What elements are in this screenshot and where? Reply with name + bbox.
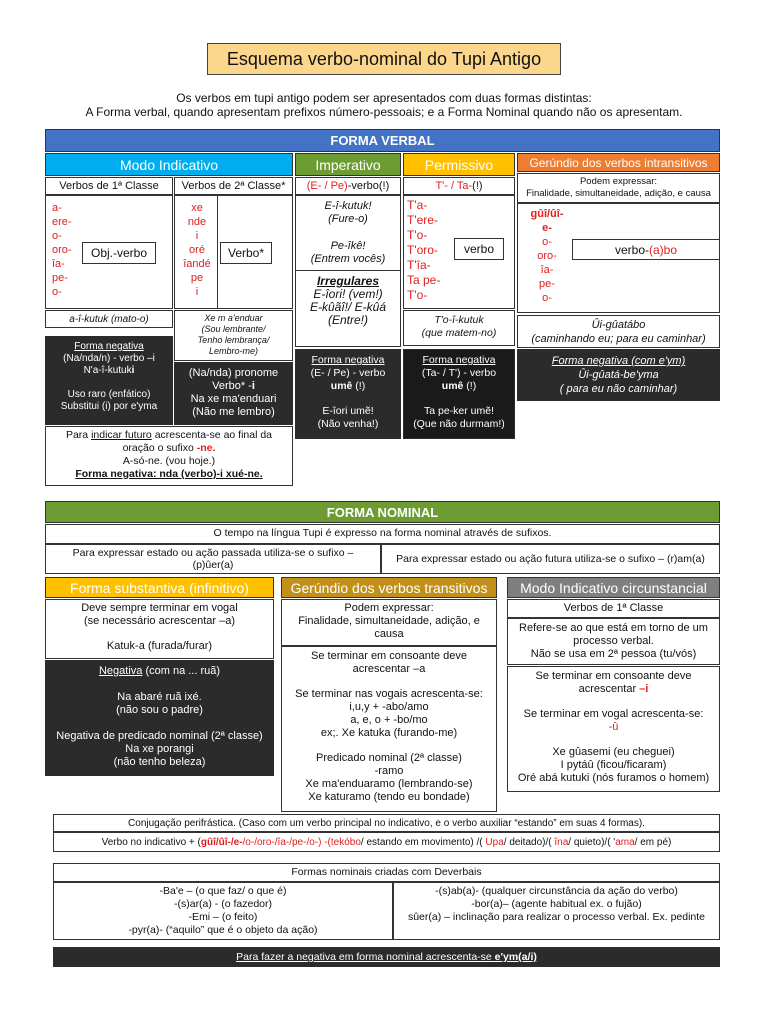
perm-prefix-3: T'o-	[407, 228, 428, 242]
deverbais-header	[53, 863, 720, 882]
pronome-5: îandé	[183, 258, 211, 270]
forma-nominal-header-text: FORMA NOMINAL	[326, 504, 439, 520]
perif-p3: /o-/oro-/îa-/pe-/o-) -(	[242, 836, 331, 848]
permissivo-exemplo	[403, 310, 515, 346]
imp-irreg3: (Entre!)	[327, 313, 368, 327]
perif-p11: / em pé)	[634, 836, 672, 848]
exemplo-2-l4: Lembro-me)	[208, 346, 258, 356]
circ-classe	[507, 599, 720, 618]
futuro-l4-a: Forma negativa: nda (verbo)-i	[75, 468, 226, 480]
imp-irreg-title: Irregulares	[316, 274, 380, 288]
gtrans-c3: i,u,y + -abo/amo	[349, 701, 429, 713]
imp-neg-l2	[296, 380, 400, 393]
subst-l2: (se necessário acrescentar –a)	[83, 615, 235, 627]
imp-ex1: E-î-kutuk!	[324, 200, 372, 212]
gerundio-transitivos-header	[281, 577, 497, 598]
imp-neg-l3: E-îori umẽ!	[322, 405, 374, 417]
gerundio-prefixos	[522, 207, 572, 305]
gerundio-sub	[517, 173, 720, 203]
perifrastica-linha-1	[53, 814, 720, 832]
gerundio-intransitivos-header-text: Gerúndio dos verbos intransitivos	[529, 155, 708, 170]
perif-l2-text	[102, 836, 672, 849]
perif-p2: gûî/ûî-/e-	[200, 836, 243, 848]
neg2-l2-a: Verbo* -	[212, 380, 252, 392]
subst-l1: Deve sempre terminar em vogal	[81, 602, 238, 614]
deverbais-header-text: Formas nominais criadas com Deverbais	[291, 865, 482, 878]
gtrans-c4: a, e, o + -bo/mo	[350, 714, 428, 726]
exemplo-1-classe	[45, 310, 173, 328]
verbo-star-text: Verbo*	[227, 246, 265, 260]
neg1-l2-b: i	[131, 365, 135, 376]
perifrastica-linha-2	[53, 832, 720, 852]
perm-prefix-1: T'a-	[407, 198, 428, 212]
page-title	[207, 43, 561, 75]
intro-text	[30, 91, 738, 119]
intro-line-1: Os verbos em tupi antigo podem ser apresentados com duas formas distintas:	[176, 91, 592, 105]
gtrans-c6: Predicado nominal (2ª classe)	[316, 752, 462, 764]
permissivo-header	[403, 153, 515, 176]
gtrans-c5: ex;. Xe katuka (furando-me)	[320, 727, 458, 739]
ger-prefix-2: e-	[542, 222, 552, 234]
perif-p10: ama	[615, 836, 635, 848]
imp-irreg1: E-îori! (vem!)	[313, 287, 383, 301]
neg1-l2	[46, 365, 172, 377]
dev-left-2: -(s)ar(a) - (o fazedor)	[173, 898, 272, 910]
perm-prefix-6: Ta pe-	[407, 273, 441, 287]
gerundio-transitivos-header-text: Gerúndio dos verbos transitivos	[290, 579, 488, 596]
ger-verbo-b: (a)bo	[649, 242, 678, 257]
neg2-l3: Na xe ma'enduari	[190, 393, 277, 405]
sufixo-passada	[45, 544, 381, 574]
neg1-l4-b: e'yma	[130, 401, 158, 412]
circ-descricao	[507, 618, 720, 665]
exemplo-2-classe	[174, 310, 293, 361]
verbos-1-classe-label-text: Verbos de 1ª Classe	[59, 179, 159, 192]
sufixo-passada-text: Para expressar estado ou ação passada utiliza-se o sufixo – (p)ûer(a)	[72, 547, 354, 571]
indicativo-negativa-1	[45, 336, 173, 425]
circ-c4: Xe gûasemi (eu cheguei)	[552, 746, 675, 758]
dev-left-4: -pyr(a)- (“aquilo” que é o objeto da ação)	[128, 924, 318, 936]
prefixos-1-classe	[52, 201, 84, 299]
prefix-2: ere-	[52, 216, 72, 228]
permissivo-verbo-text: verbo	[463, 242, 495, 256]
perif-p8: îna	[554, 836, 569, 848]
circ-c1-a: Se terminar em consoante deve acrescentar	[535, 670, 692, 695]
gtrans-l2: Finalidade, simultaneidade, adição, e causa	[298, 615, 480, 640]
gtrans-c7: -ramo	[374, 765, 404, 777]
perif-p1: Verbo no indicativo + (	[101, 836, 201, 848]
permissivo-prefixos	[407, 198, 453, 303]
circ-c1-b: –i	[639, 683, 649, 695]
obj-verbo-box	[82, 242, 156, 264]
gerundio-intransitivos-header	[517, 153, 720, 172]
circ-l3: Não se usa em 2ª pessoa (tu/vós)	[530, 648, 697, 660]
permissivo-header-text: Permissivo	[424, 156, 494, 173]
imperativo-header	[295, 153, 401, 176]
exemplo-2-l3: Tenho lembrança/	[197, 335, 270, 345]
footer-b: e'ym(a/i)	[494, 951, 537, 963]
forma-nominal-header	[45, 501, 720, 523]
forma-substantiva-header-text: Forma substantiva (infinitivo)	[70, 579, 249, 596]
imp-neg-l2-b: (!)	[352, 380, 366, 392]
circ-c5: I pytáû (ficou/ficaram)	[560, 759, 667, 771]
sufixo-futura	[381, 544, 720, 574]
permissivo-verbo-box	[454, 238, 504, 260]
imp-neg-l1: (E- / Pe) - verbo	[310, 367, 386, 379]
neg1-l3: Uso raro (enfático)	[67, 389, 151, 400]
futuro-box	[45, 426, 293, 486]
prefix-7: o-	[52, 286, 62, 298]
neg2-l4: (Não me lembro)	[192, 406, 275, 418]
deverbais-direita	[393, 882, 720, 940]
pronome-4: oré	[189, 244, 205, 256]
perm-prefix-7: T'o-	[407, 288, 428, 302]
subst-neg-title	[46, 665, 273, 678]
circ-c2: Se terminar em vogal acrescenta-se:	[523, 708, 704, 720]
verbos-2-classe-label	[174, 177, 293, 195]
futuro-l3: A-só-ne. (vou hoje.)	[122, 455, 216, 467]
imperativo-sub-b: -verbo(!)	[347, 179, 390, 192]
perm-neg-title: Forma negativa	[422, 354, 496, 366]
exemplo-2-l1: Xe m a'enduar	[204, 313, 263, 323]
obj-verbo-text: Obj.-verbo	[90, 246, 148, 260]
pronome-6: pe	[190, 272, 204, 284]
circ-l2: Refere-se ao que está em torno de um processo verbal.	[519, 622, 708, 647]
imp-ex4: (Entrem vocês)	[310, 253, 386, 265]
perm-ex1: T'o-î-kutuk	[434, 314, 484, 326]
tempo-sufixos	[45, 524, 720, 544]
subst-neg-l4: Negativa de predicado nominal (2ª classe)	[56, 730, 263, 742]
imp-ex3: Pe-îkê!	[330, 240, 366, 252]
gerundio-negativa	[517, 349, 720, 401]
imperativo-negativa	[295, 349, 401, 439]
perm-neg-l1: (Ta- / T') - verbo	[421, 367, 497, 379]
gerundio-verbo-box	[572, 239, 720, 260]
gerundio-exemplo	[517, 315, 720, 348]
prefix-1: a-	[52, 202, 62, 214]
perif-p7: / deitado)/(	[503, 836, 555, 848]
futuro-l1-b: indicar futuro	[91, 429, 152, 441]
gerundio-sub1: Podem expressar:	[579, 176, 658, 187]
subst-l3: Katuk-a (furada/furar)	[106, 640, 213, 652]
neg1-l1: (Na/nda/n) - verbo –i	[63, 353, 155, 364]
verbos-2-classe-label-text: Verbos de 2ª Classe*	[181, 179, 286, 192]
indicativo-circunstancial-header	[507, 577, 720, 598]
negativa-nominal-footer	[53, 947, 720, 967]
ger-prefix-4: oro-	[537, 250, 557, 262]
imperativo-exemplos	[295, 195, 401, 347]
ger-neg-l2: Ûi-gûatá-be'yma	[578, 369, 659, 381]
circ-regras	[507, 666, 720, 792]
ger-neg-l3: ( para eu não caminhar)	[559, 383, 678, 395]
exemplo-1-classe-text: a-î-kutuk (mato-o)	[69, 313, 149, 325]
forma-verbal-header-text: FORMA VERBAL	[330, 133, 435, 148]
futuro-l2	[46, 442, 292, 455]
prefixos-2-classe	[176, 201, 218, 299]
negativa-nominal-footer-text	[236, 951, 537, 963]
neg2-l2	[175, 380, 292, 393]
futuro-l4-b: xué-ne	[225, 468, 260, 480]
dev-right-1: -(s)ab(a)- (qualquer circunstância da ação do verbo)	[435, 885, 678, 897]
perif-p6: Upa	[485, 836, 504, 848]
prefix-6: pe-	[52, 272, 68, 284]
ger-ex2: (caminhando eu; para eu caminhar)	[531, 333, 706, 345]
verbo-star-box	[220, 242, 272, 264]
pronome-1: xe	[191, 202, 203, 214]
verbos-1-classe-label	[45, 177, 173, 195]
imperativo-sub	[295, 177, 401, 195]
futuro-l1-a: Para	[65, 429, 92, 441]
dev-right-3: sûer(a) – inclinação para realizar o processo verbal. Ex. pedinte	[407, 911, 706, 923]
sufixo-futura-text: Para expressar estado ou ação futura utiliza-se o sufixo – (r)am(a)	[396, 553, 705, 565]
subst-neg-l6: (não tenho beleza)	[113, 756, 206, 768]
permissivo-sub	[403, 177, 515, 195]
subst-neg-a: Negativa	[98, 665, 143, 677]
prefix-4: oro-	[52, 244, 72, 256]
intro-line-2: A Forma verbal, quando apresentam prefixos número-pessoais; e a Forma Nominal quando não os apresentam.	[85, 105, 683, 119]
forma-verbal-header	[45, 129, 720, 152]
perm-neg-l2-a: umê	[441, 380, 464, 392]
futuro-l1-c: acrescenta-se ao final da	[151, 429, 273, 441]
futuro-l2-b: -ne.	[196, 442, 216, 454]
footer-a: Para fazer a negativa em forma nominal acrescenta-se	[236, 951, 495, 963]
perm-prefix-2: T'ere-	[407, 213, 438, 227]
gtrans-c9: Xe katuramo (tendo eu bondade)	[308, 791, 470, 803]
ger-prefix-6: pe-	[539, 278, 555, 290]
gtrans-c8: Xe ma'enduaramo (lembrando-se)	[305, 778, 473, 790]
futuro-l1	[46, 429, 292, 442]
dev-left-3: -Emi – (o feito)	[188, 911, 258, 923]
ger-verbo-a: verbo-	[614, 242, 649, 257]
circ-c6: Oré abá kutuki (nós furamos o homem)	[517, 772, 710, 784]
gerundio-sub2: Finalidade, simultaneidade, adição, e causa	[526, 188, 711, 199]
futuro-l4	[46, 468, 292, 481]
substantiva-box	[45, 599, 274, 659]
divider-2-classe	[217, 195, 218, 309]
forma-substantiva-header	[45, 577, 274, 598]
perm-ex2: (que matem-no)	[421, 327, 497, 339]
dev-right-2: -bor(a)– (agente habitual ex. o fujão)	[471, 898, 642, 910]
circ-c3: -û	[608, 721, 619, 733]
indicativo-negativa-2	[174, 362, 293, 425]
ger-prefix-7: o-	[542, 292, 552, 304]
page-title-text: Esquema verbo-nominal do Tupi Antigo	[226, 48, 542, 69]
tempo-sufixos-text: O tempo na língua Tupi é expresso na forma nominal através de sufixos.	[213, 527, 552, 540]
gtrans-c2: Se terminar nas vogais acrescenta-se:	[295, 688, 483, 700]
perm-prefix-5: T'îa-	[407, 258, 431, 272]
imp-neg-title: Forma negativa	[311, 354, 385, 366]
prefix-3: o-	[52, 230, 62, 242]
permissivo-sub-b: (!)	[472, 179, 483, 192]
dev-left-1: -Ba'e – (o que faz/ o que é)	[159, 885, 287, 897]
indicativo-circunstancial-header-text: Modo Indicativo circunstancial	[520, 579, 707, 596]
neg1-l4	[46, 401, 172, 413]
futuro-l4-c: .	[259, 468, 263, 480]
gerundio-trans-regras	[281, 646, 497, 812]
deverbais-esquerda	[53, 882, 393, 940]
substantiva-negativa	[45, 660, 274, 776]
prefix-5: îa-	[52, 258, 65, 270]
gtrans-c1: Se terminar em consoante deve acrescentar –a	[311, 650, 467, 675]
neg1-title: Forma negativa	[74, 341, 144, 352]
perm-neg-l2	[404, 380, 514, 393]
subst-neg-b: (com na ... ruã)	[142, 665, 221, 677]
neg1-l2-a: N'a-î-kutuk	[83, 365, 132, 376]
permissivo-negativa	[403, 349, 515, 439]
ger-ex1: Ûi-gûatábo	[591, 319, 646, 331]
neg2-l2-b: i	[251, 380, 255, 392]
perm-prefix-4: T'oro-	[407, 243, 438, 257]
imp-irreg2: E-kûãî!/ E-kûá	[309, 300, 387, 314]
ger-prefix-3: o-	[542, 236, 552, 248]
modo-indicativo-header	[45, 153, 293, 176]
modo-indicativo-header-text: Modo Indicativo	[119, 156, 219, 173]
gtrans-l1: Podem expressar:	[344, 602, 434, 614]
futuro-l2-a: oração o sufixo	[122, 442, 197, 454]
imp-neg-l4: (Não venha!)	[317, 418, 379, 430]
exemplo-2-l2: (Sou lembrante/	[201, 324, 266, 334]
circ-classe-text: Verbos de 1ª Classe	[563, 602, 664, 615]
perm-neg-l3: Ta pe-ker umẽ!	[423, 405, 495, 417]
ger-neg-title: Forma negativa (com e'ym)	[551, 355, 686, 367]
pronome-7: i	[195, 286, 199, 298]
subst-neg-l5: Na xe porangi	[125, 743, 194, 755]
imperativo-header-text: Imperativo	[315, 156, 381, 173]
neg1-l4-a: Substitui (i) por	[60, 401, 131, 412]
pronome-2: nde	[187, 216, 207, 228]
perm-neg-l4: (Que não durmam!)	[413, 418, 505, 430]
perm-neg-l2-b: (!)	[463, 380, 477, 392]
gerundio-trans-box	[281, 599, 497, 646]
perif-l1-text: Conjugação perifrástica. (Caso com um verbo principal no indicativo, e o verbo auxiliar “estando” em suas 4 formas).	[128, 817, 645, 829]
neg2-l1: (Na/nda) pronome	[188, 367, 279, 379]
imperativo-sub-a: (E- / Pe)	[306, 179, 348, 192]
perif-p5: / estando em movimento) /(	[360, 836, 486, 848]
subst-neg-l2: Na abaré ruã ixé.	[117, 691, 202, 703]
imp-neg-l2-a: umê	[330, 380, 353, 392]
circ-c1	[514, 670, 713, 696]
permissivo-sub-a: T'- / Ta-	[435, 179, 473, 192]
ger-prefix-5: îa-	[540, 264, 554, 276]
imp-ex2: (Fure-o)	[328, 213, 368, 225]
ger-prefix-1: gûî/ûî-	[530, 208, 564, 220]
perif-p4: tekóbo	[330, 836, 361, 848]
subst-neg-l3: (não sou o padre)	[116, 704, 203, 716]
perif-p9: / quieto)/( '	[568, 836, 616, 848]
pronome-3: i	[195, 230, 199, 242]
